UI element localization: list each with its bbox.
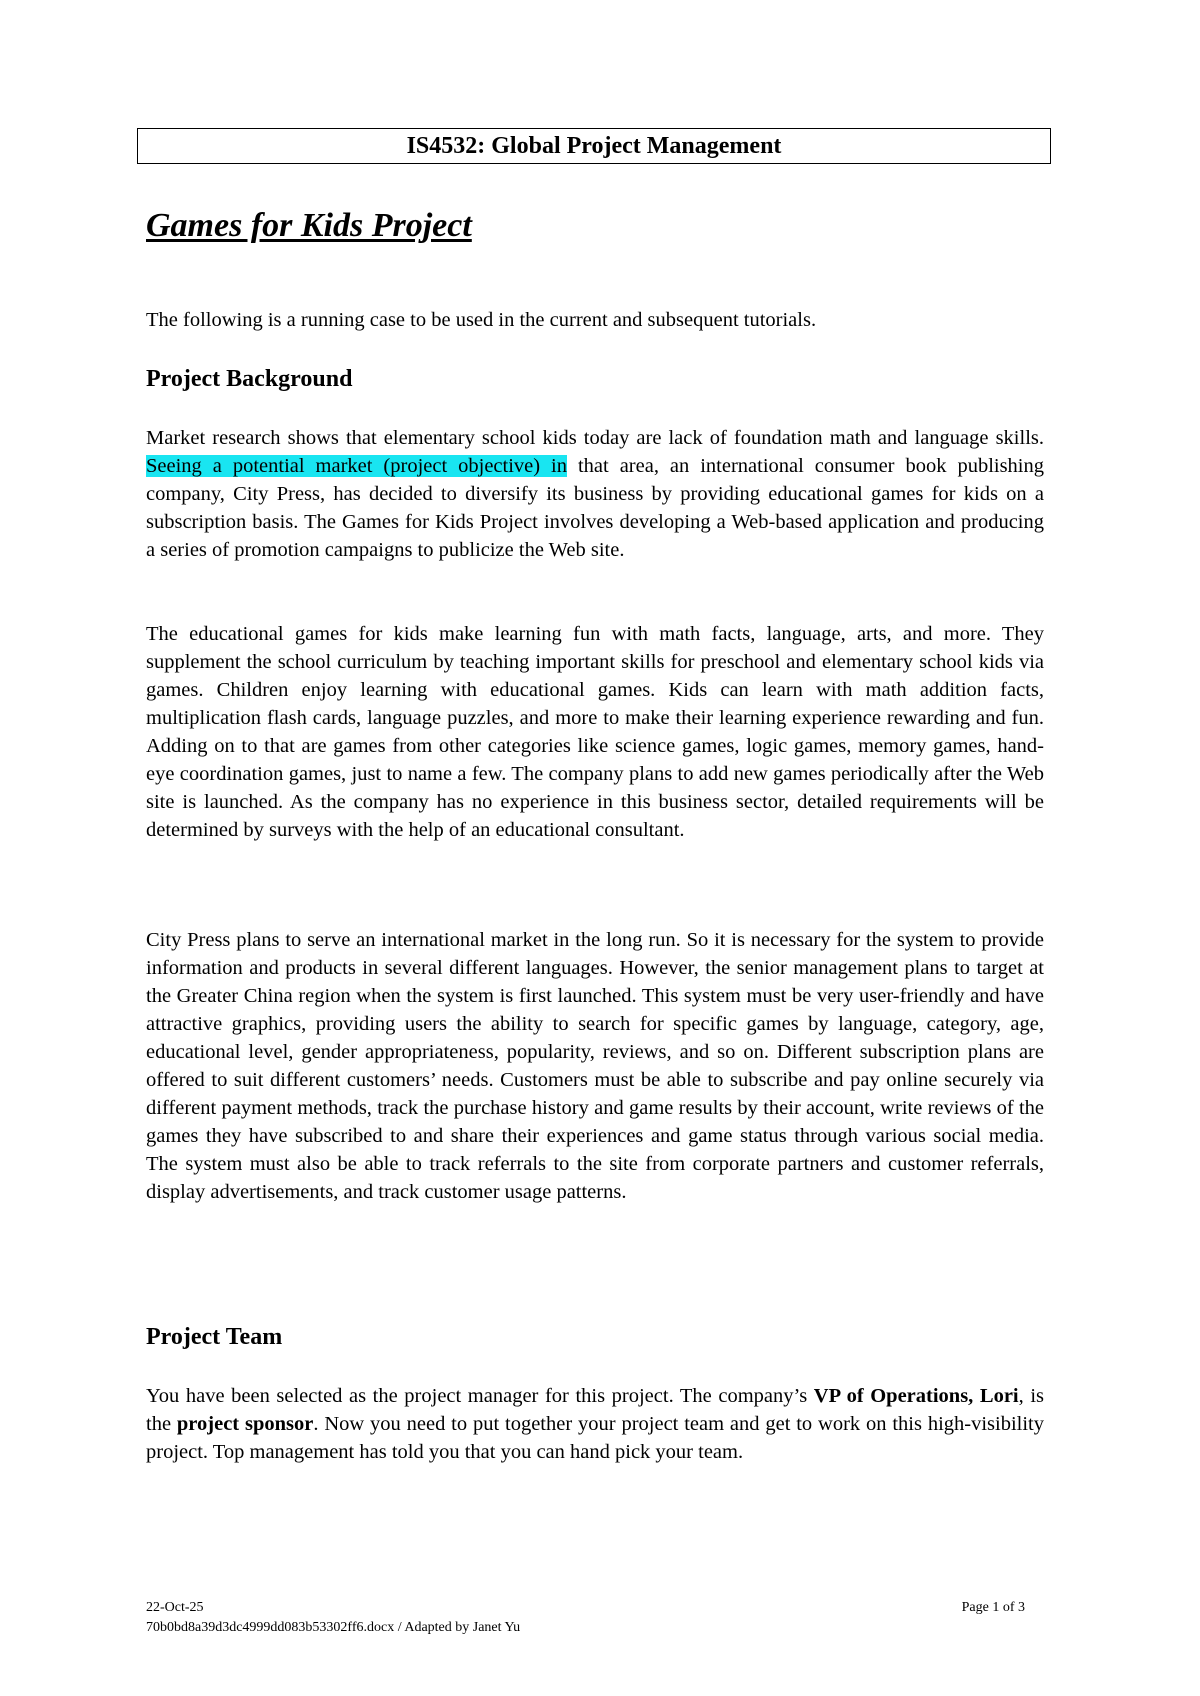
footer-page-number: Page 1 of 3 [961, 1600, 1025, 1615]
team-p1-comma: , [968, 1385, 980, 1407]
team-p1-text-c: . Now you need to put together your project team and get to work on this high-visibility project. Top management has told you that you can hand pick your team. [146, 1413, 1044, 1463]
background-paragraph-1 [146, 424, 1044, 564]
footer-left [146, 1598, 520, 1638]
highlighted-text: Seeing a potential market (project objective) in [146, 455, 568, 477]
team-p1-lori: Lori [979, 1385, 1019, 1407]
team-p1-vp-operations: VP of Operations [813, 1385, 969, 1407]
footer-filename: 70b0bd8a39d3dc4999dd083b53302ff6.docx / Adapted by Janet Yu [146, 1620, 521, 1635]
course-title: IS4532: Global Project Management [406, 132, 782, 159]
team-p1-text-a: You have been selected as the project manager for this project. The company’s [146, 1385, 814, 1407]
background-p1-text-a: Market research shows that elementary school kids today are lack of foundation math and language skills. [146, 427, 1044, 449]
background-paragraph-2: The educational games for kids make learning fun with math facts, language, arts, and more. They supplement the school curriculum by teaching important skills for preschool and elementary school kids via games. Children enjoy learning with educational games. Kids can learn with math addition facts, multiplication flash cards, language puzzles, and more to make their learning experience rewarding and fun. Adding on to that are games from other categories like science games, logic games, memory games, hand-eye coordination games, just to name a few. The company plans to add new games periodically after the Web site is launched. As the company has no experience in this business sector, detailed requirements will be determined by surveys with the help of an educational consultant. [146, 623, 1044, 841]
intro-text: The following is a running case to be used in the current and subsequent tutorials. [146, 309, 817, 331]
footer-date: 22-Oct-25 [146, 1600, 204, 1615]
background-p1-text-b: that area, an international consumer book publishing company, City Press, has decided to diversify its business by providing educational games for kids on a subscription basis. The Games for Kids Project involves developing a Web-based application and producing a series of promotion campaigns to publicize the Web site. [146, 455, 1045, 561]
team-p1-project-sponsor: project sponsor [176, 1413, 314, 1435]
team-paragraph-1 [146, 1382, 1044, 1466]
team-p1-text-b: , is the [146, 1385, 1044, 1435]
document-title: Games for Kids Project [146, 207, 472, 244]
course-title-box [137, 128, 1051, 164]
heading-project-team: Project Team [146, 1324, 283, 1350]
heading-project-background: Project Background [146, 366, 353, 392]
background-paragraph-3: City Press plans to serve an international market in the long run. So it is necessary for the system to provide information and products in several different languages. However, the senior management plans to target at the Greater China region when the system is first launched. This system must be very user-friendly and have attractive graphics, providing users the ability to search for specific games by language, category, age, educational level, gender appropriateness, popularity, reviews, and so on. Different subscription plans are offered to suit different customers’ needs. Customers must be able to subscribe and pay online securely via different payment methods, track the purchase history and game results by their account, write reviews of the games they have subscribed to and share their experiences and game status through various social media. The system must also be able to track referrals to the site from corporate partners and customer referrals, display advertisements, and track customer usage patterns. [146, 929, 1044, 1203]
